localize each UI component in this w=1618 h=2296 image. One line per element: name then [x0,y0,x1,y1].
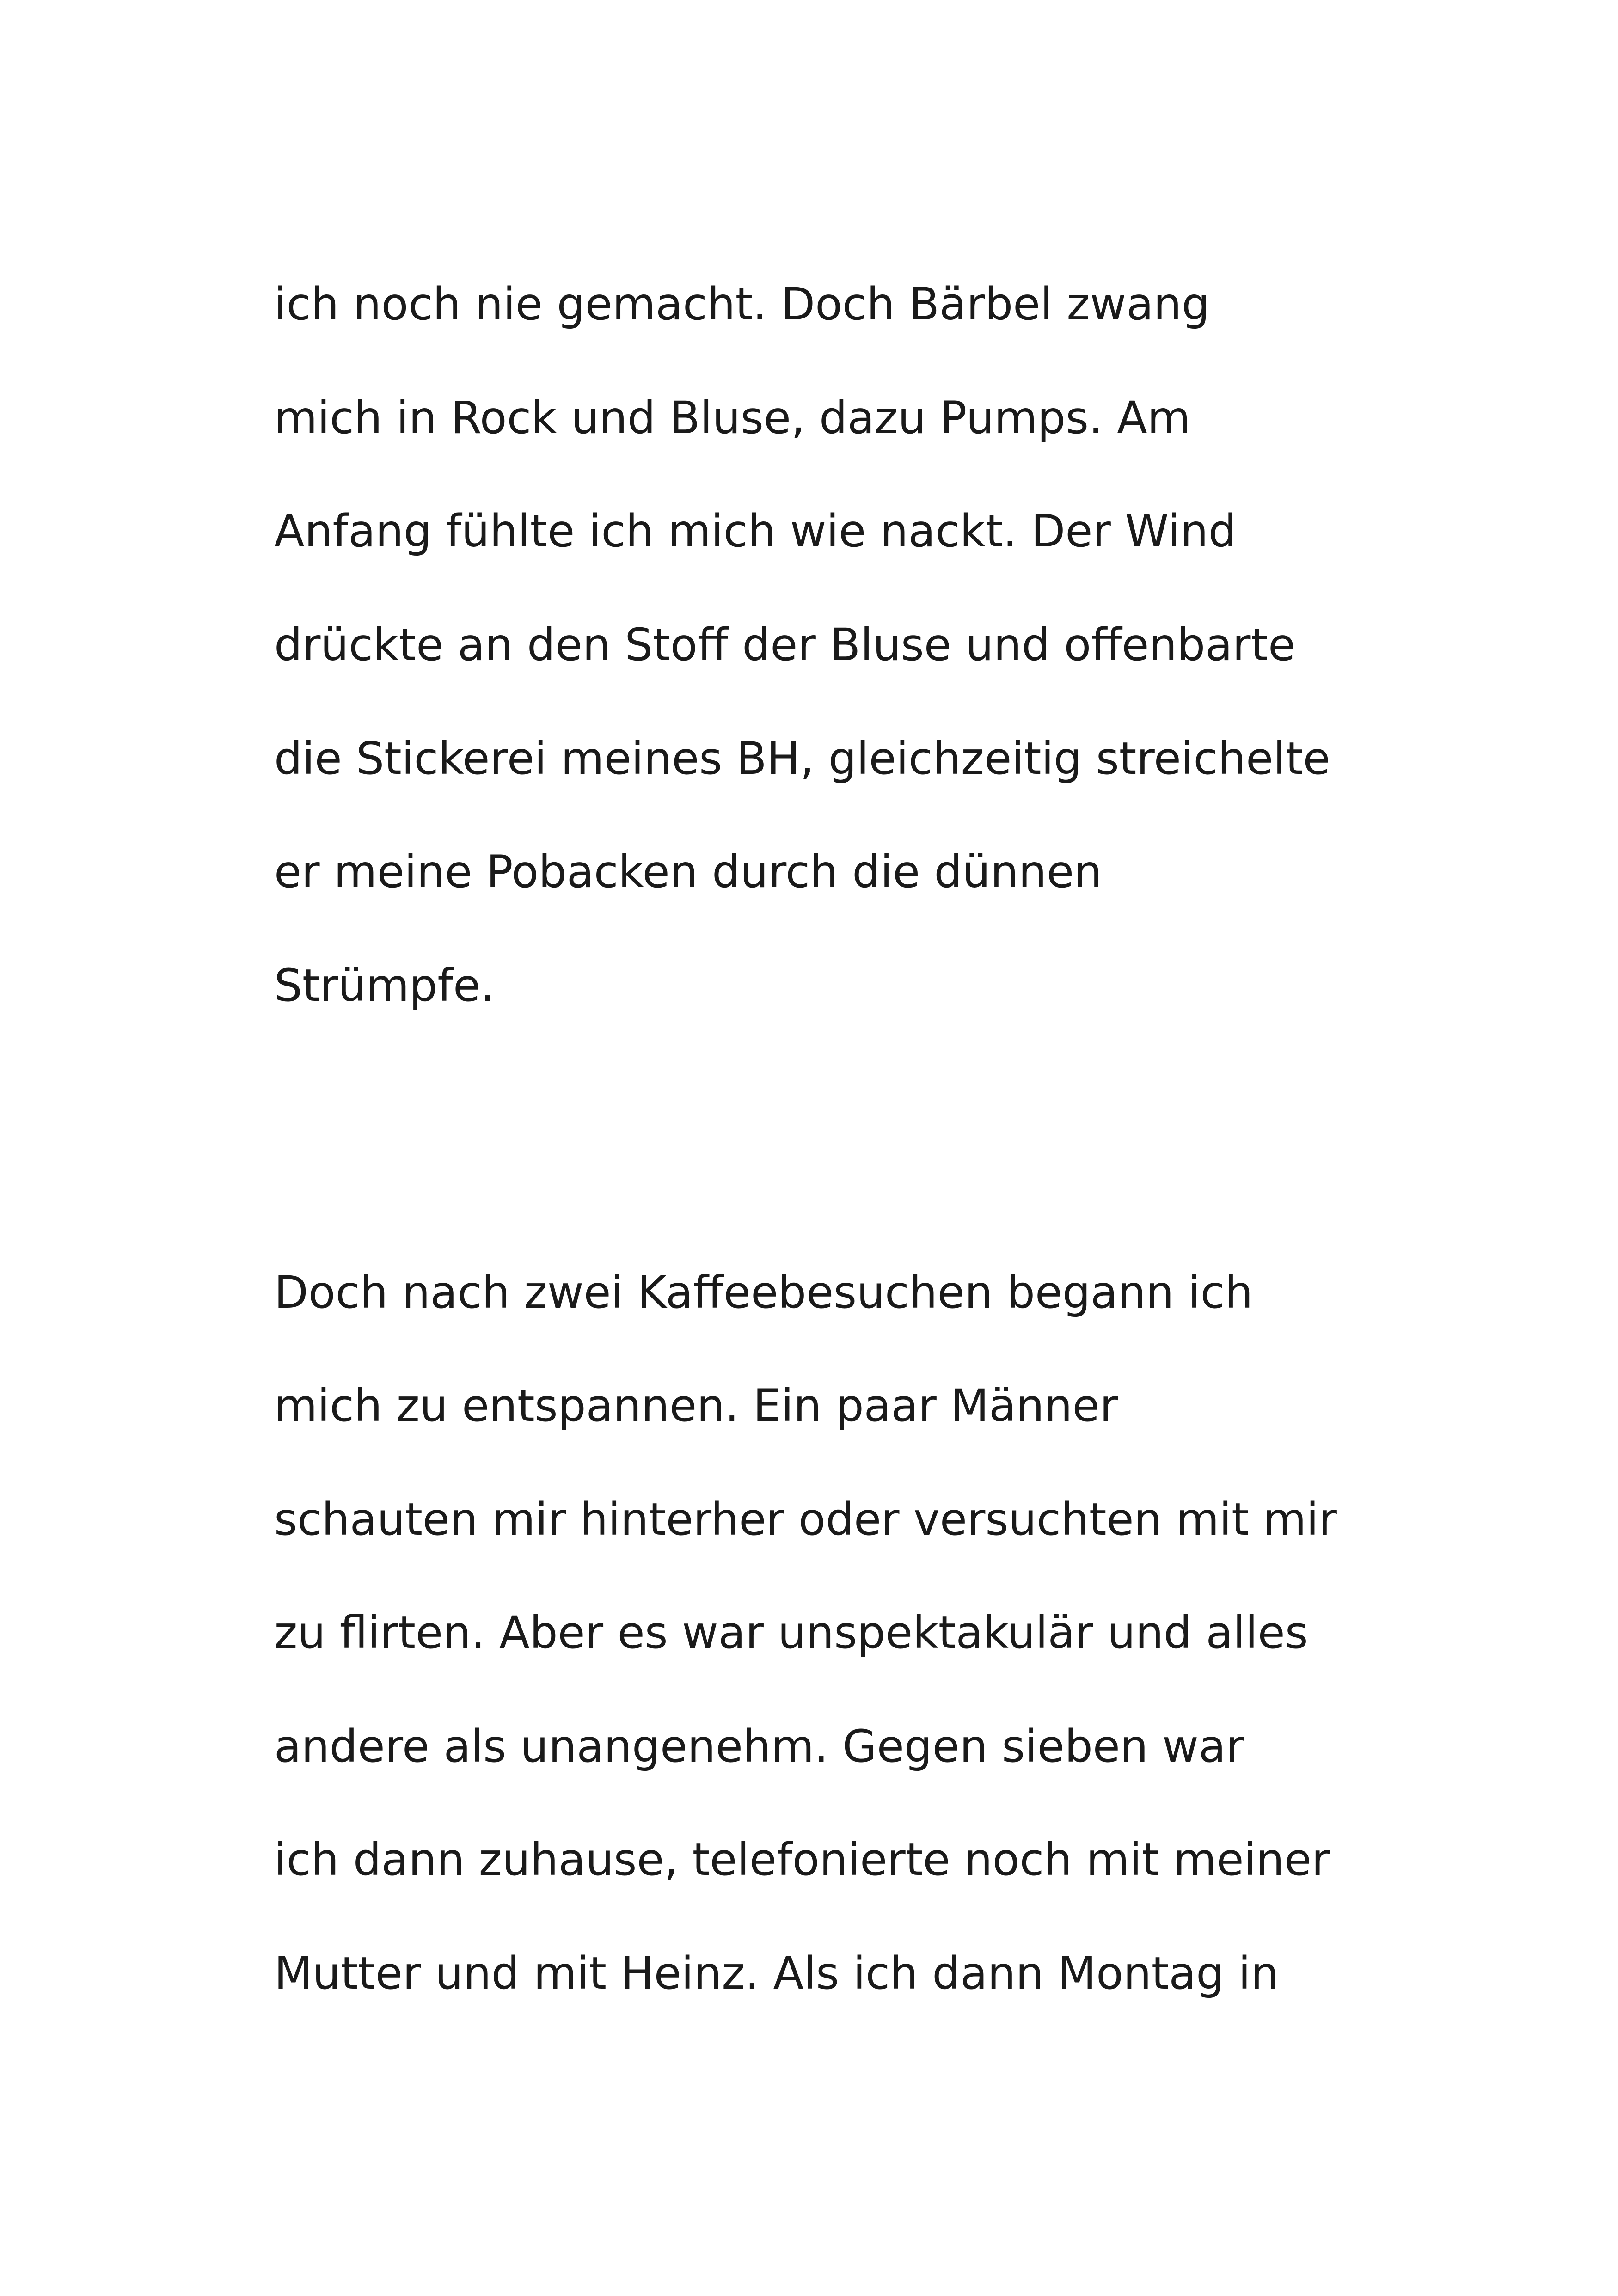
paragraph-line: ich noch nie gemacht. Doch Bärbel zwang [274,278,1210,330]
paragraph-line: mich zu entspannen. Ein paar Männer [274,1380,1118,1432]
paragraph-line: schauten mir hinterher oder versuchten mit mir [274,1494,1337,1545]
paragraph-line: mich in Rock und Bluse, dazu Pumps. Am [274,392,1191,444]
paragraph-line: ich dann zuhause, telefonierte noch mit meiner [274,1834,1330,1886]
paragraph-line: Anfang fühlte ich mich wie nackt. Der Wind [274,505,1237,557]
paragraph-line: andere als unangenehm. Gegen sieben war [274,1720,1244,1772]
paragraph-line: Strümpfe. [274,960,495,1011]
paragraph-line: Doch nach zwei Kaffeebesuchen begann ich [274,1267,1253,1318]
paragraph-line: er meine Pobacken durch die dünnen [274,846,1102,898]
paragraph-line: zu flirten. Aber es war unspektakulär und alles [274,1607,1308,1659]
paragraph-line: drückte an den Stoff der Bluse und offenbarte [274,619,1296,671]
paragraph-line: Mutter und mit Heinz. Als ich dann Montag in [274,1947,1279,1999]
paragraph-line: die Stickerei meines BH, gleichzeitig streichelte [274,733,1330,784]
